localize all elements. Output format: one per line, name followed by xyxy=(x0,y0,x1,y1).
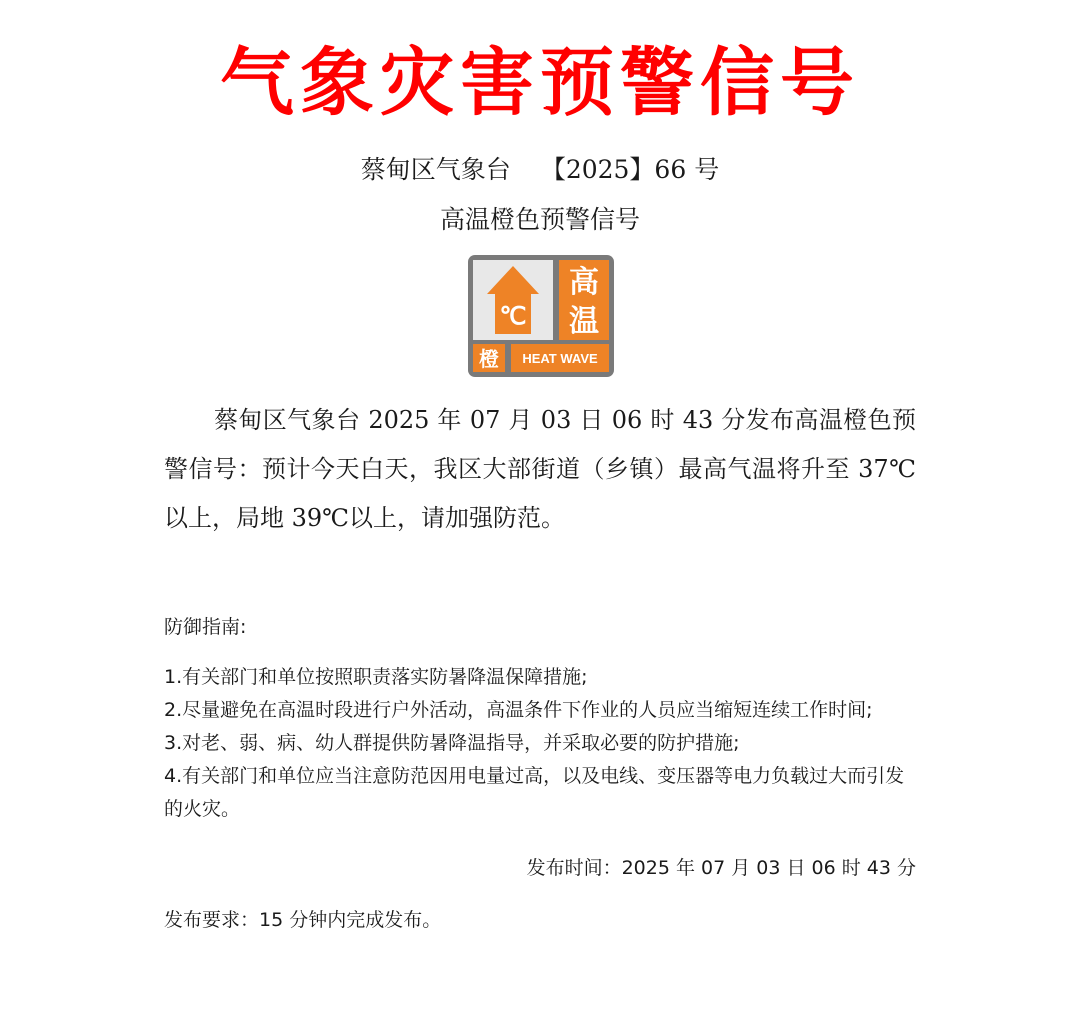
defense-guide-list xyxy=(164,661,920,826)
level-label: 橙 xyxy=(479,347,499,371)
list-item: 1.有关部门和单位按照职责落实防暑降温保障措施; xyxy=(164,666,588,688)
signal-name: 高温橙色预警信号 xyxy=(439,205,640,234)
issuer-name: 蔡甸区气象台 xyxy=(360,155,511,184)
list-item: 2.尽量避免在高温时段进行户外活动，高温条件下作业的人员应当缩短连续工作时间; xyxy=(164,699,873,721)
type-label-top: 高 xyxy=(569,265,599,300)
heat-wave-orange-icon xyxy=(467,254,615,382)
celsius-label: ℃ xyxy=(499,303,527,330)
page-title: 气象灾害预警信号 xyxy=(220,40,860,126)
issuer-line xyxy=(0,150,1080,190)
warning-body-text: 蔡甸区气象台 2025 年 07 月 03 日 06 时 43 分发布高温橙色预警信号：预计今天白天，我区大部街道（乡镇）最高气温将升至 37℃以上，局地 39℃以上，请加强防范。 xyxy=(164,406,916,532)
list-item: 4.有关部门和单位应当注意防范因用电量过高，以及电线、变压器等电力负载过大而引发的火灾。 xyxy=(164,765,905,820)
document-number: 【2025】66 号 xyxy=(540,155,720,184)
english-label: HEAT WAVE xyxy=(522,351,598,366)
defense-guide-heading: 防御指南: xyxy=(164,616,247,638)
release-time: 发布时间：2025 年 07 月 03 日 06 时 43 分 xyxy=(526,857,916,879)
release-requirement: 发布要求：15 分钟内完成发布。 xyxy=(164,909,442,931)
type-label-bottom: 温 xyxy=(569,304,599,339)
list-item: 3.对老、弱、病、幼人群提供防暑降温指导，并采取必要的防护措施; xyxy=(164,732,740,754)
